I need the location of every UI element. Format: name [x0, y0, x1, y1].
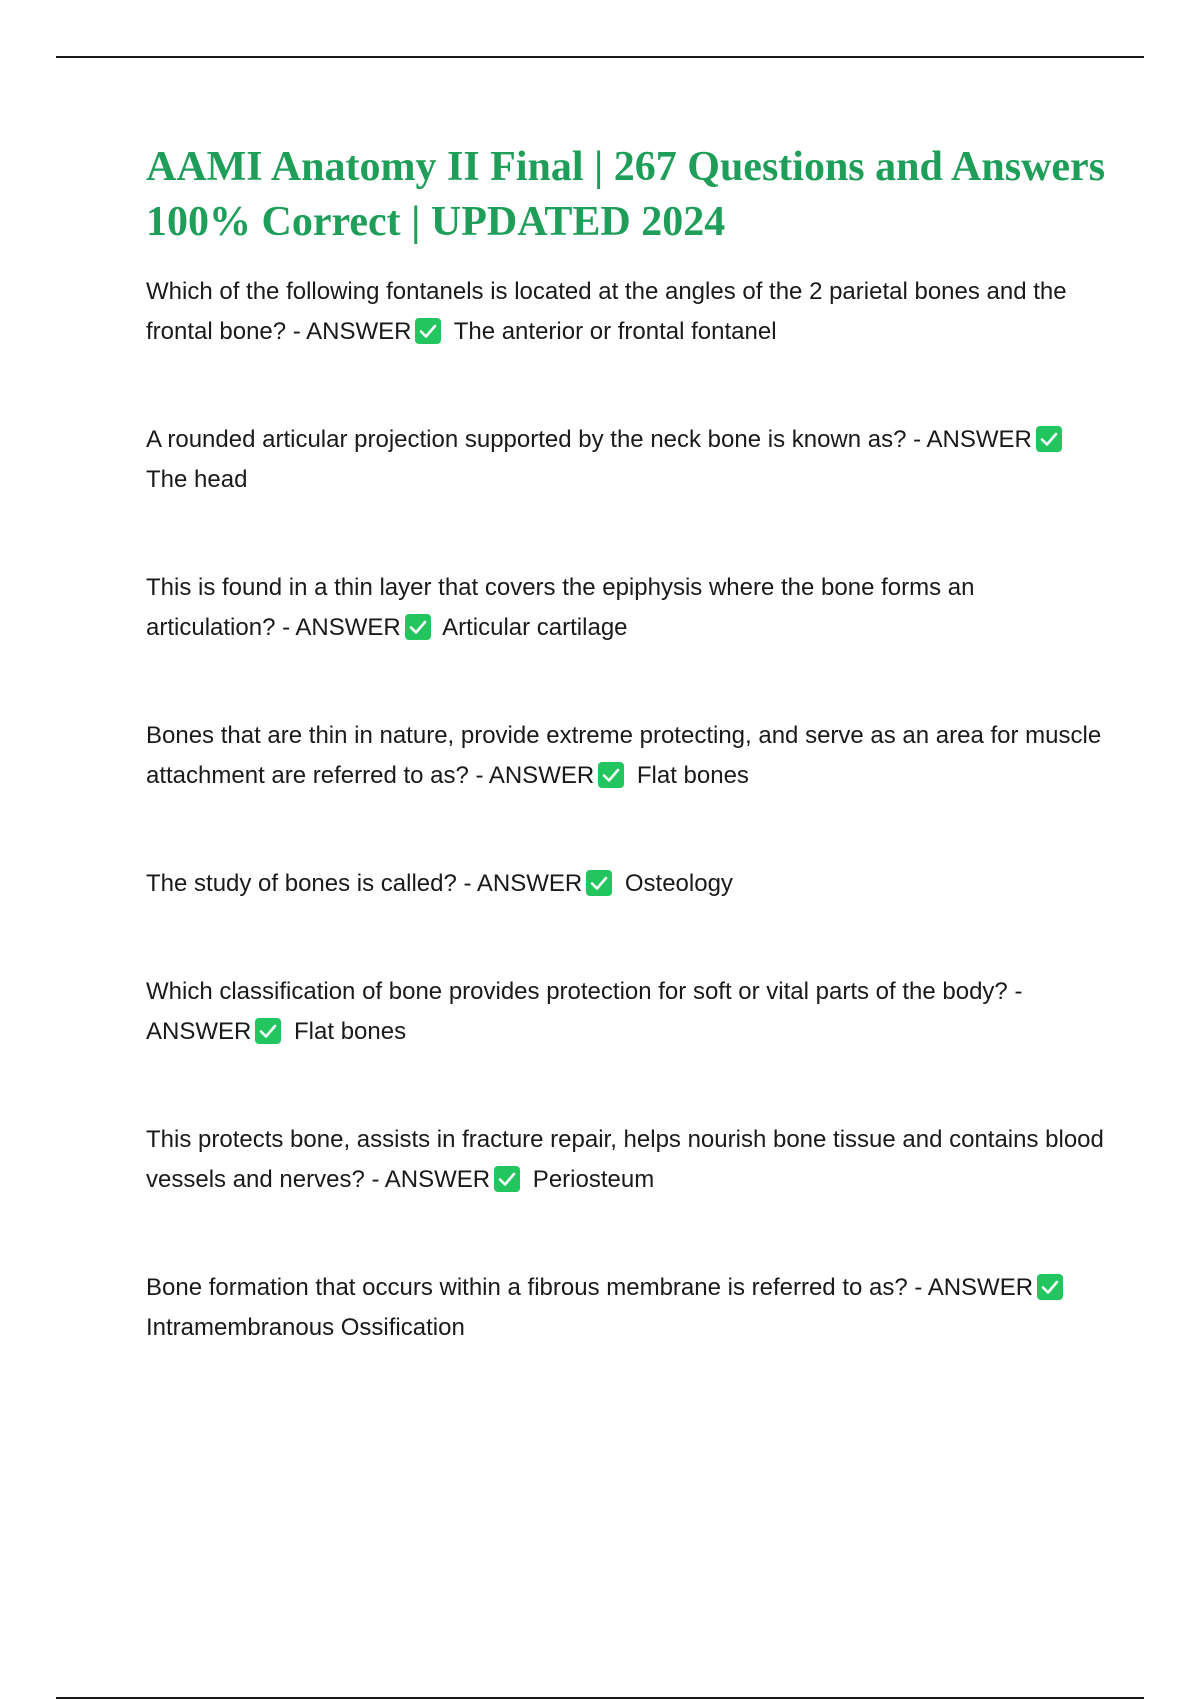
question-text: Which classification of bone provides protection for soft or vital parts of the body? - ANSWER [146, 978, 1023, 1045]
check-box-icon [1037, 1274, 1063, 1300]
question-text: Bone formation that occurs within a fibrous membrane is referred to as? - ANSWER [146, 1274, 1034, 1301]
qa-item [146, 864, 1106, 904]
check-box-icon [494, 1166, 520, 1192]
check-box-icon [405, 614, 431, 640]
answer-text: Intramembranous Ossification [146, 1314, 465, 1341]
qa-item [146, 1268, 1106, 1348]
qa-item [146, 420, 1106, 500]
answer-text: Flat bones [630, 762, 749, 789]
question-text: This protects bone, assists in fracture repair, helps nourish bone tissue and contains blood vessels and nerves? - ANSWER [146, 1126, 1104, 1193]
answer-text: The anterior or frontal fontanel [447, 318, 777, 345]
answer-text: The head [146, 466, 248, 493]
document-body [146, 140, 1106, 1416]
qa-list [146, 272, 1106, 1348]
answer-text: Articular cartilage [436, 614, 628, 641]
question-text: This is found in a thin layer that covers the epiphysis where the bone forms an articulation? - ANSWER [146, 574, 975, 641]
page-title: AAMI Anatomy II Final | 267 Questions and Answers 100% Correct | UPDATED 2024 [146, 144, 1106, 245]
answer-text: Flat bones [287, 1018, 407, 1045]
question-text: Which of the following fontanels is located at the angles of the 2 parietal bones and the frontal bone? - ANSWER [146, 278, 1067, 345]
question-text: The study of bones is called? - ANSWER [146, 870, 583, 897]
check-box-icon [1036, 426, 1062, 452]
answer-text: Periosteum [526, 1166, 655, 1193]
check-box-icon [415, 318, 441, 344]
qa-item [146, 568, 1106, 648]
qa-item [146, 1120, 1106, 1200]
bottom-rule [56, 1697, 1144, 1699]
check-box-icon [255, 1018, 281, 1044]
top-rule [56, 56, 1144, 58]
check-box-icon [598, 762, 624, 788]
qa-item [146, 272, 1106, 352]
check-box-icon [586, 870, 612, 896]
question-text: A rounded articular projection supported by the neck bone is known as? - ANSWER [146, 426, 1032, 453]
answer-text: Osteology [618, 870, 733, 897]
qa-item [146, 972, 1106, 1052]
question-text: Bones that are thin in nature, provide extreme protecting, and serve as an area for muscle attachment are referred to as? - ANSWER [146, 722, 1102, 789]
qa-item [146, 716, 1106, 796]
